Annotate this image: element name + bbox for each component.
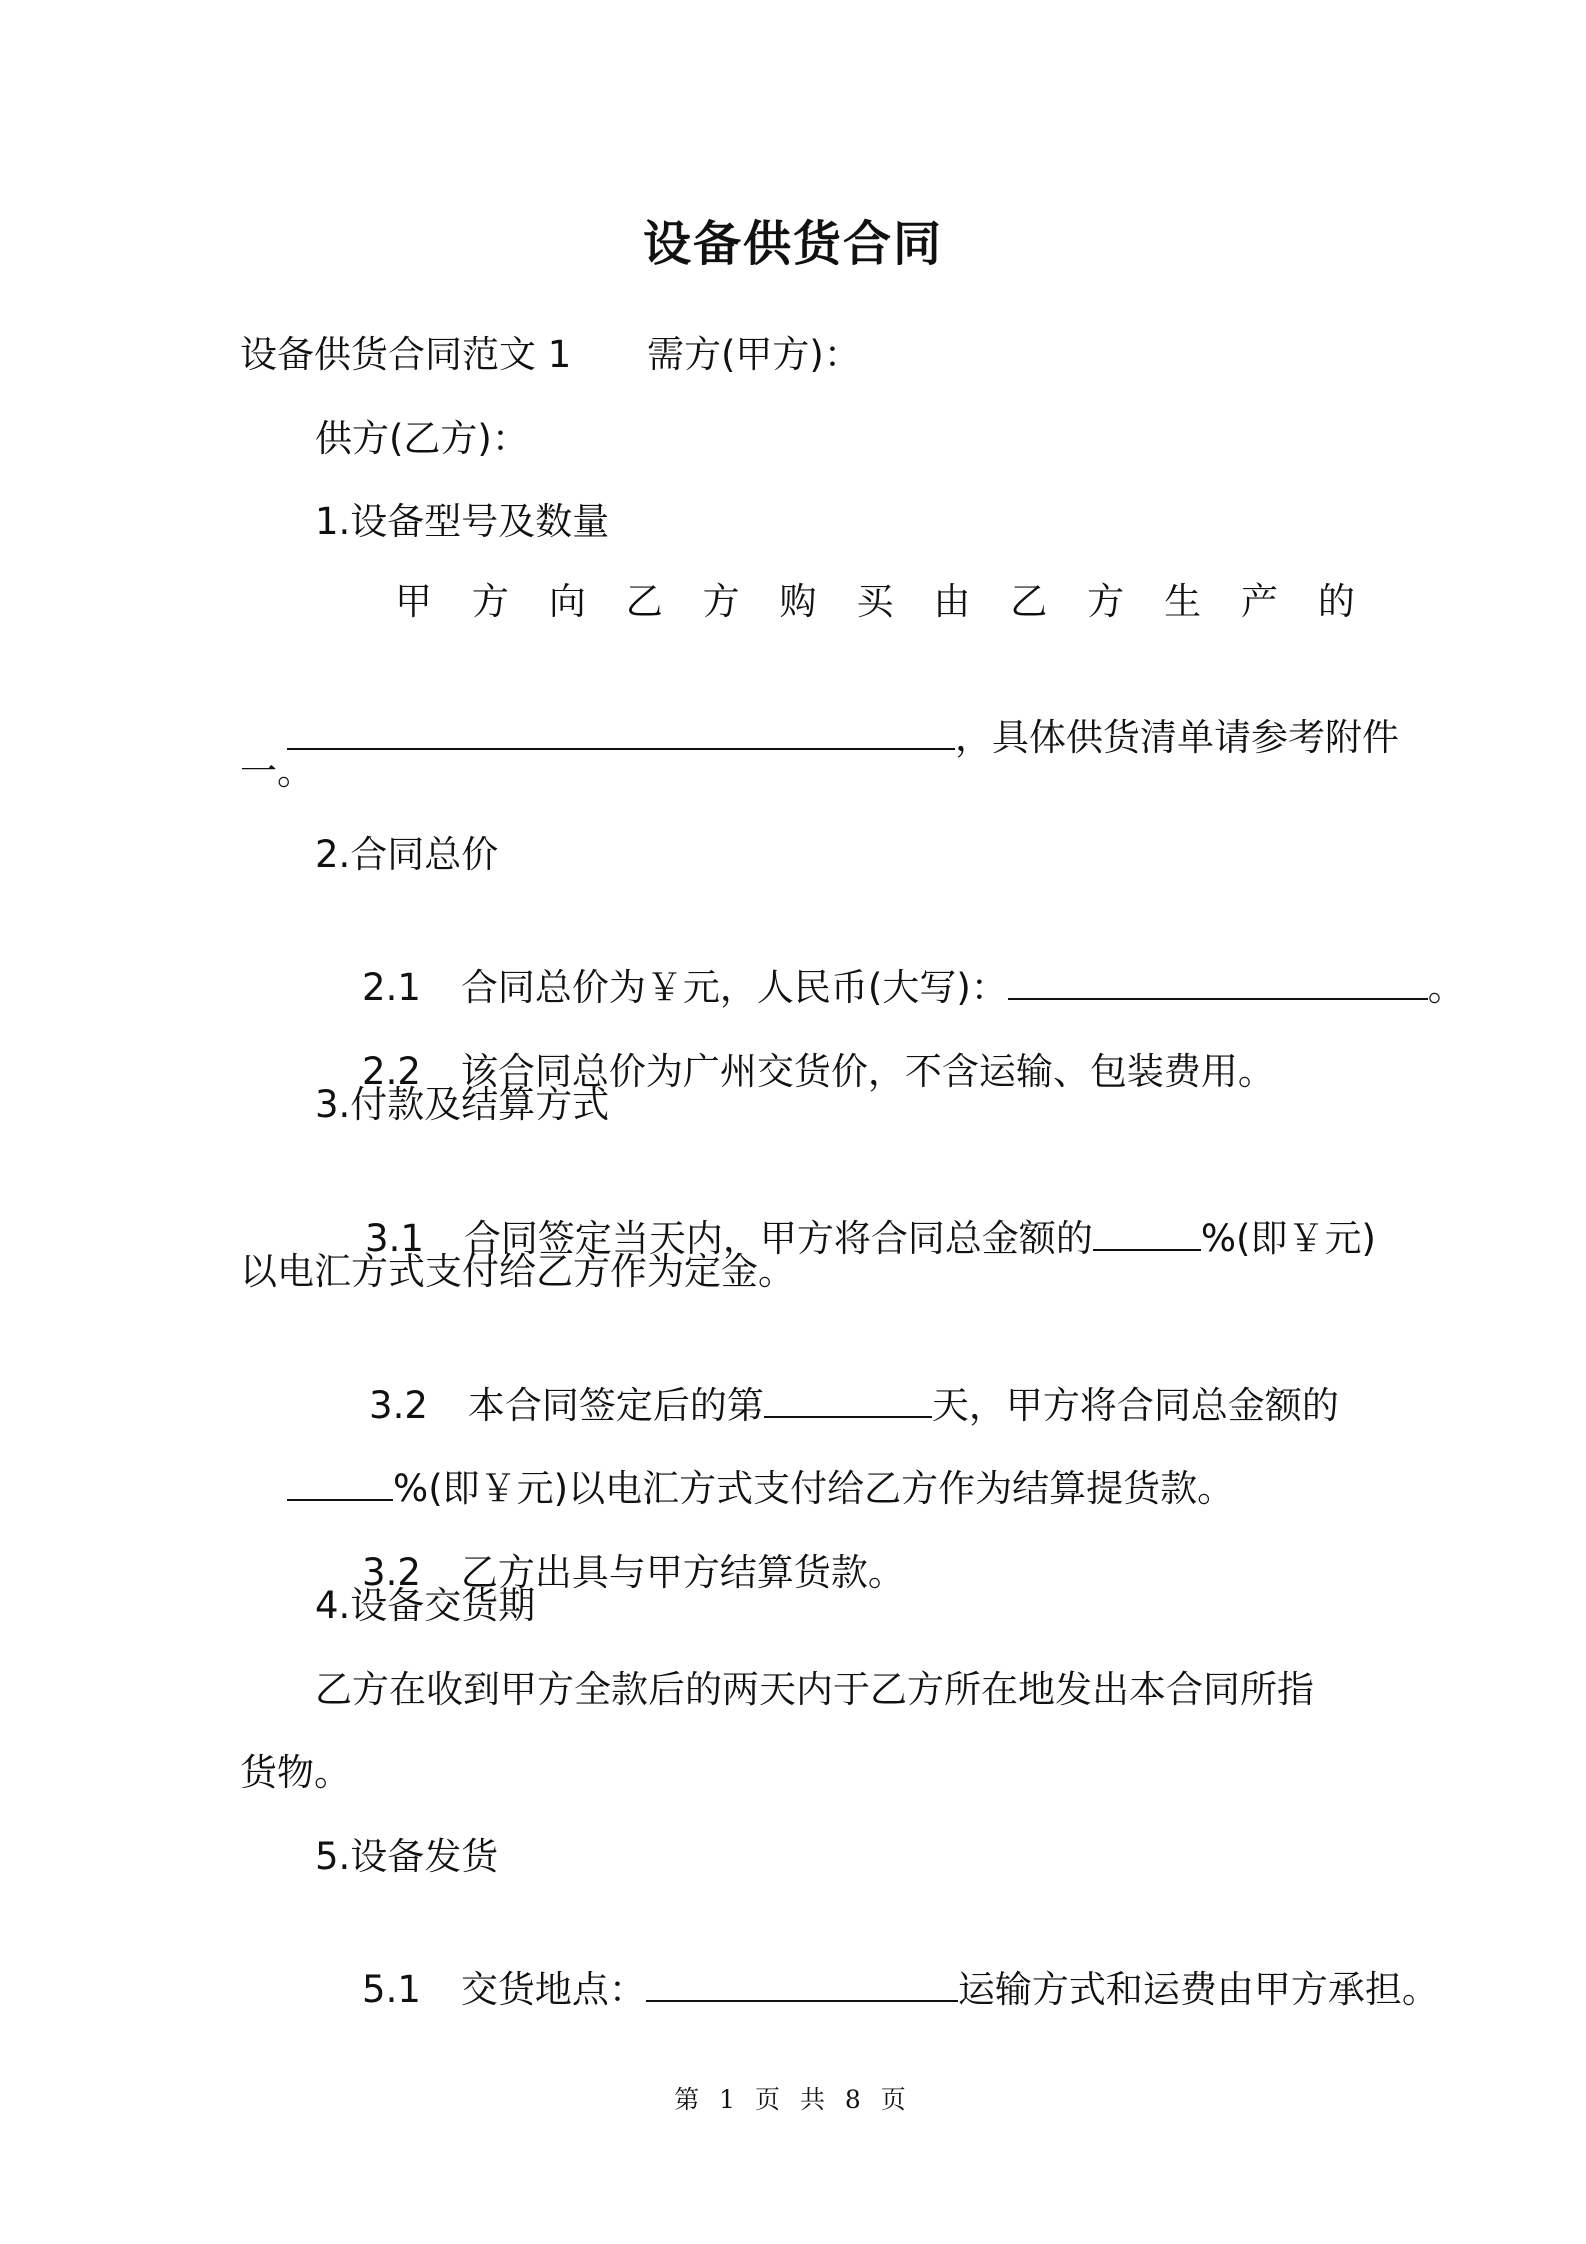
clause-tail: %(即￥元) xyxy=(1200,1217,1376,1260)
supplier-label: 供方(乙方)： xyxy=(315,417,529,460)
clause-text: 合同总价为￥元，人民币(大写)： xyxy=(460,966,1008,1009)
clause-3-1-continued: 以电汇方式支付给乙方作为定金。 xyxy=(240,1250,795,1293)
char: 方 xyxy=(471,580,509,623)
char: 方 xyxy=(1087,580,1125,623)
blank-field xyxy=(646,1966,958,2002)
page-footer: 第 1 页 共 8 页 xyxy=(674,2085,912,2114)
char: 向 xyxy=(548,580,586,623)
char: 方 xyxy=(702,580,740,623)
clause-number: 3.2 xyxy=(369,1384,428,1427)
clause-text: 本合同签定后的第 xyxy=(467,1384,764,1427)
blank-field xyxy=(1093,1215,1201,1251)
char: 生 xyxy=(1164,580,1202,623)
char: 由 xyxy=(933,580,971,623)
clause-text: 该合同总价为广州交货价，不含运输、包装费用。 xyxy=(460,1050,1275,1093)
clause-number: 3.2 xyxy=(362,1551,421,1594)
clause-tail: 运输方式和运费由甲方承担。 xyxy=(957,1968,1439,2011)
clause-number: 2.2 xyxy=(362,1050,421,1093)
section-1-heading: 1.设备型号及数量 xyxy=(315,500,610,543)
section-3-heading: 3.付款及结算方式 xyxy=(315,1083,610,1126)
clause-text: 乙方出具与甲方结算货款。 xyxy=(460,1551,905,1594)
clause-tail: 天，甲方将合同总金额的 xyxy=(931,1384,1339,1427)
section-4-paragraph-line-2: 货物。 xyxy=(240,1751,351,1794)
section-1-paragraph-line-3: 一。 xyxy=(240,750,314,793)
section-4-heading: 4.设备交货期 xyxy=(315,1584,536,1627)
document-title: 设备供货合同 xyxy=(642,216,943,272)
clause-number: 5.1 xyxy=(362,1968,421,2011)
clause-5-1 xyxy=(315,1915,1439,2065)
char: 买 xyxy=(856,580,894,623)
section-4-paragraph-line-1: 乙方在收到甲方全款后的两天内于乙方所在地发出本合同所指 xyxy=(315,1668,1314,1711)
char: 产 xyxy=(1240,580,1278,623)
blank-field xyxy=(287,714,955,750)
char: 的 xyxy=(1317,580,1355,623)
blank-field xyxy=(1008,964,1428,1000)
attachment-note: ，具体供货清单请参考附件 xyxy=(955,716,1400,759)
blank-field xyxy=(764,1382,932,1418)
char: 购 xyxy=(779,580,817,623)
buyer-label: 需方(甲方)： xyxy=(647,333,861,376)
clause-text: 合同签定当天内，甲方将合同总金额的 xyxy=(463,1217,1093,1260)
clause-tail: %(即￥元)以电汇方式支付给乙方作为结算提货款。 xyxy=(393,1467,1235,1510)
section-2-heading: 2.合同总价 xyxy=(315,833,499,876)
section-1-paragraph-line-1 xyxy=(395,577,1355,627)
clause-number: 3.1 xyxy=(365,1217,424,1260)
section-1-paragraph-line-2 xyxy=(240,663,1399,813)
char: 乙 xyxy=(625,580,663,623)
blank-field xyxy=(287,1465,393,1501)
char: 甲 xyxy=(395,580,432,623)
clause-number: 2.1 xyxy=(362,966,421,1009)
contract-sample-label: 设备供货合同范文 1 xyxy=(240,333,572,376)
clause-end: 。 xyxy=(1427,966,1465,1009)
char: 乙 xyxy=(1010,580,1048,623)
section-5-heading: 5.设备发货 xyxy=(315,1835,499,1878)
clause-text: 交货地点： xyxy=(460,1968,646,2011)
